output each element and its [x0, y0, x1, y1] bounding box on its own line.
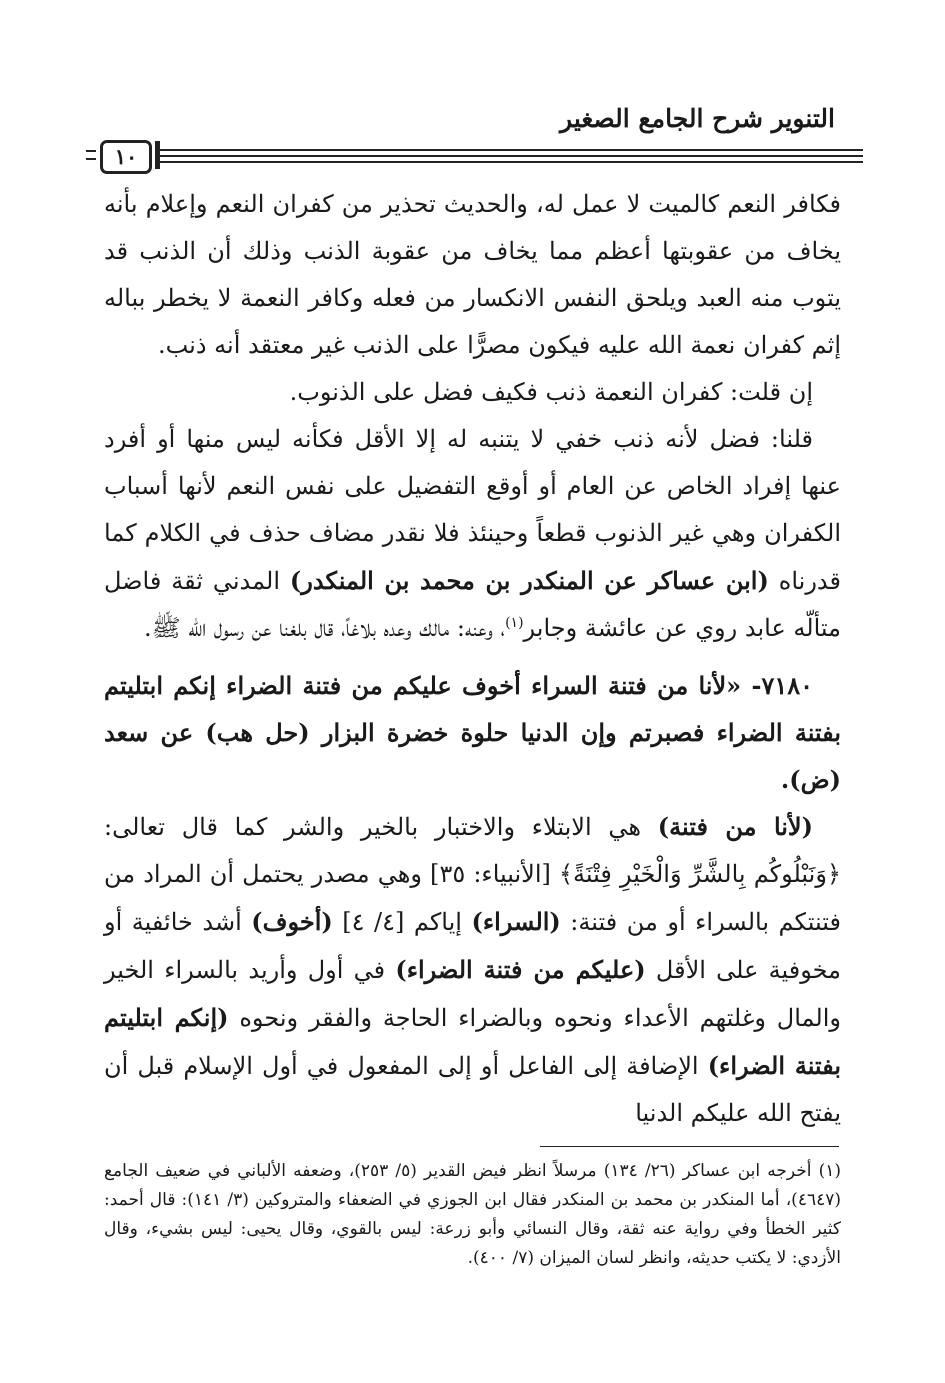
- paragraph-text: فكافر النعم كالميت لا عمل له، والحديث تحذير من كفران النعم وإعلام بأنه يخاف من عقوبتها أعظم مما يخاف من عقوبة الذنب وذلك أن الذنب قد يتوب منه العبد ويلحق النفس الانكسار من فعله وكافر النعمة لا يخطر بباله إثم كفران نعمة الله عليه فيكون مصرًّا على الذنب غير معتقد أنه ذنب.: [104, 190, 841, 359]
- hadith-text: ٧١٨٠- «لأنا من فتنة السراء أخوف عليكم من فتنة الضراء إنكم ابتليتم بفتنة الضراء فصبرتم وإن الدنيا حلوة خضرة البزار (حل هب) عن سعد (ض).: [104, 671, 841, 794]
- paragraph-text: إن قلت: كفران النعمة ذنب فكيف فضل على الذنوب.: [289, 378, 813, 406]
- header-rule: [158, 161, 863, 163]
- paragraph-text: إياكم [٤/ ٤]: [342, 908, 462, 936]
- footnote: (١) أخرجه ابن عساكر (٢٦/ ١٣٤) مرسلاً انظر فيض القدير (٥/ ٢٥٣)، وضعفه الألباني في ضعيف الجامع (٤٦٤٧)، أما المنكدر بن محمد بن المنكدر فقال ابن الجوزي في الضعفاء والمتروكين (٣/ ١٤١): قال أحمد: كثير الخطأ وفي رواية عنه ثقة، وقال النسائي وأبو زرعة: ليس بالقوي، وقال يحيى: ليس بشيء، وقال الأزدي: لا يكتب حديثه، وانظر لسان الميزان (٧/ ٤٠٠).: [104, 1161, 841, 1268]
- page-number-frame-mark: [86, 150, 96, 160]
- paragraph-text: ، وعنه: مالك وعده بلاغاً، قال بلغنا عن رسول الله ﷺ.: [143, 614, 506, 642]
- main-text: [104, 181, 841, 1137]
- footnote-marker: (١): [505, 615, 524, 631]
- paragraph: [104, 416, 841, 652]
- page-number: ١٠: [100, 140, 152, 174]
- paragraph-text: أشد خائفية أو مخوفية على الأقل: [104, 908, 842, 984]
- commentary-lemma: (عليكم من فتنة الضراء): [395, 955, 646, 984]
- paragraph: [104, 803, 841, 1137]
- page-number-frame-bar: [155, 141, 160, 169]
- footnote-rule: [540, 1146, 839, 1147]
- paragraph-text: قلنا: فضل لأنه ذنب خفي لا يتنبه له إلا الأقل فكأنه ليس منها أو أفرد عنها إفراد الخاص عن العام أو أوقع التفضيل على نفس النعم لأنها أسباب الكفران وهي غير الذنوب قطعاً وحينئذ فلا نقدر مضاف حذف في الكلام كما قدرناه: [104, 425, 841, 595]
- paragraph-text: الإضافة إلى الفاعل أو إلى المفعول في أول الإسلام قبل أن يفتح الله عليكم الدنيا: [104, 1052, 841, 1127]
- commentary-lemma: (لأنا من فتنة): [657, 812, 813, 841]
- paragraph-text: هي الابتلاء والاختبار بالخير والشر كما قال تعالى: ﴿وَنَبْلُوكُم بِالشَّرِّ وَالْخَيْرِ فِتْنَةً﴾ [الأنبياء: ٣٥] وهي مصدر يحتمل أن المراد من فتنتكم بالسراء أو من فتنة:: [104, 813, 842, 936]
- commentary-lemma: (السراء): [471, 907, 561, 936]
- paragraph-text: في أول وأريد بالسراء الخير والمال وغلتهم الأعداء ونحوه وبالضراء الحاجة والفقر ونحوه: [104, 956, 842, 1032]
- paragraph-text: المدني ثقة فاضل متألّه عابد روي عن عائشة وجابر: [104, 567, 841, 642]
- header-rule: [158, 155, 863, 157]
- paragraph: [104, 369, 841, 416]
- commentary-lemma: (أخوف): [251, 907, 333, 936]
- paragraph: [104, 181, 841, 369]
- narrator-chain: (ابن عساكر عن المنكدر بن محمد بن المنكدر): [289, 566, 769, 595]
- footnotes: [104, 1157, 841, 1273]
- commentary-lemma: (إنكم ابتليتم بفتنة الضراء): [104, 1003, 841, 1080]
- header-rule: [158, 149, 863, 151]
- running-title: التنوير شرح الجامع الصغير: [560, 104, 835, 133]
